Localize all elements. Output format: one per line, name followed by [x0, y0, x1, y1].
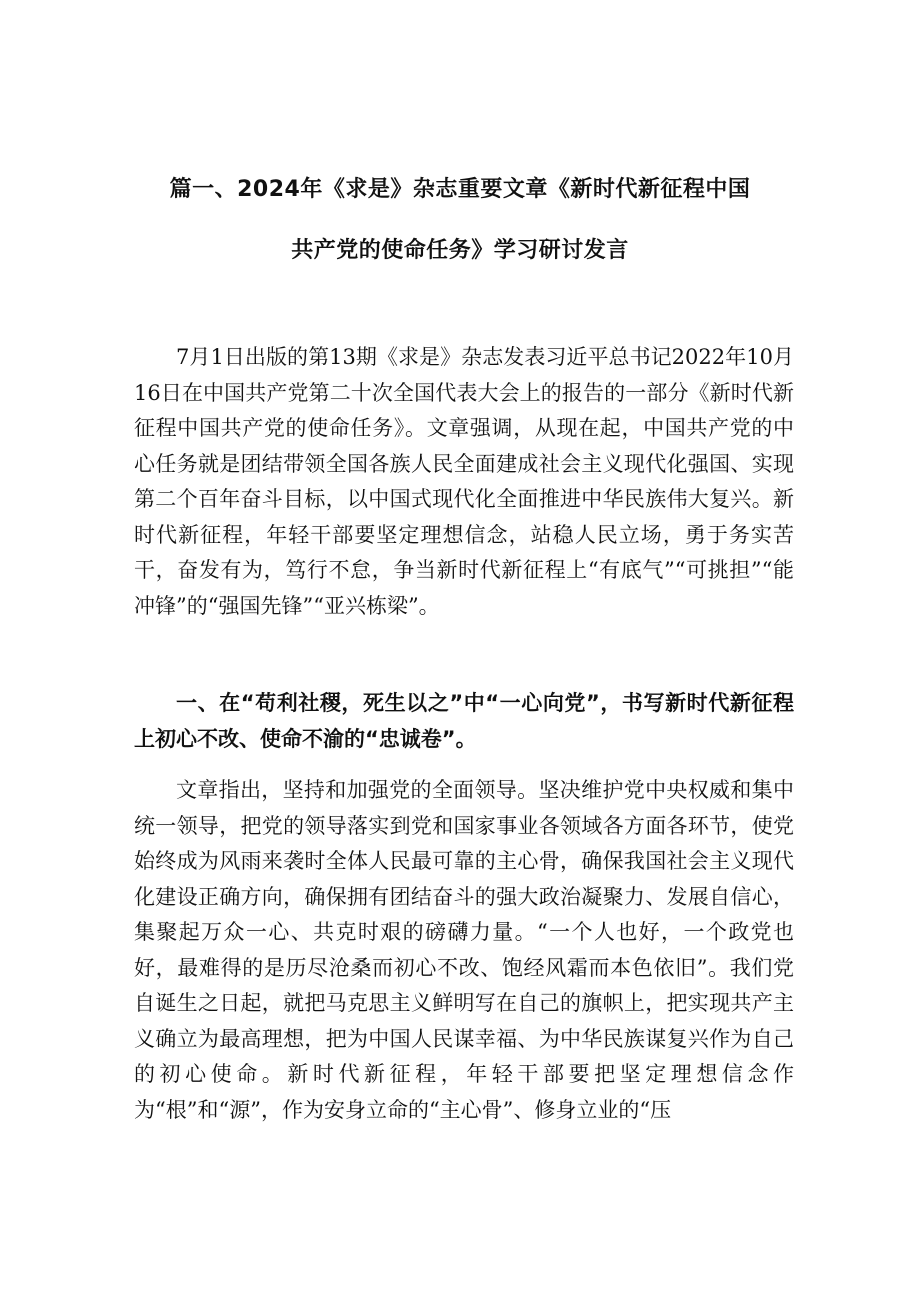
intro-paragraph: 7月1日出版的第13期《求是》杂志发表习近平总书记2022年10月16日在中国共产党第二十次全国代表大会上的报告的一部分《新时代新征程中国共产党的使命任务》。文章强调，从现在起，中国共产党的中心任务就是团结带领全国各族人民全面建成社会主义现代化强国、实现第二个百年奋斗目标，以中国式现代化全面推进中华民族伟大复兴。新时代新征程，年轻干部要坚定理想信念，站稳人民立场，勇于务实苦干，奋发有为，笃行不怠，争当新时代新征程上“有底气”“可挑担”“能冲锋”的“强国先锋”“亚兴栋梁”。 [134, 345, 794, 618]
section-1-paragraph: 文章指出，坚持和加强党的全面领导。坚决维护党中央权威和集中统一领导，把党的领导落实到党和国家事业各领域各方面各环节，使党始终成为风雨来袭时全体人民最可靠的主心骨，确保我国社会主义现代化建设正确方向，确保拥有团结奋斗的强大政治凝聚力、发展自信心，集聚起万众一心、共克时艰的磅礴力量。“一个人也好，一个政党也好，最难得的是历尽沧桑而初心不改、饱经风霜而本色依旧”。我们党自诞生之日起，就把马克思主义鲜明写在自己的旗帜上，把实现共产主义确立为最高理想，把为中国人民谋幸福、为中华民族谋复兴作为自己的初心使命。新时代新征程，年轻干部要把坚定理想信念作为“根”和“源”，作为安身立命的“主心骨”、修身立业的“压 [134, 778, 794, 1122]
document-title-line-1: 篇一、2024年《求是》杂志重要文章《新时代新征程中国 [169, 177, 751, 202]
section-1-heading: 一、在“苟利社稷，死生以之”中“一心向党”，书写新时代新征程上初心不改、使命不渝的“忠诚卷”。 [134, 691, 794, 751]
document-title-line-2: 共产党的使命任务》学习研讨发言 [291, 238, 629, 263]
